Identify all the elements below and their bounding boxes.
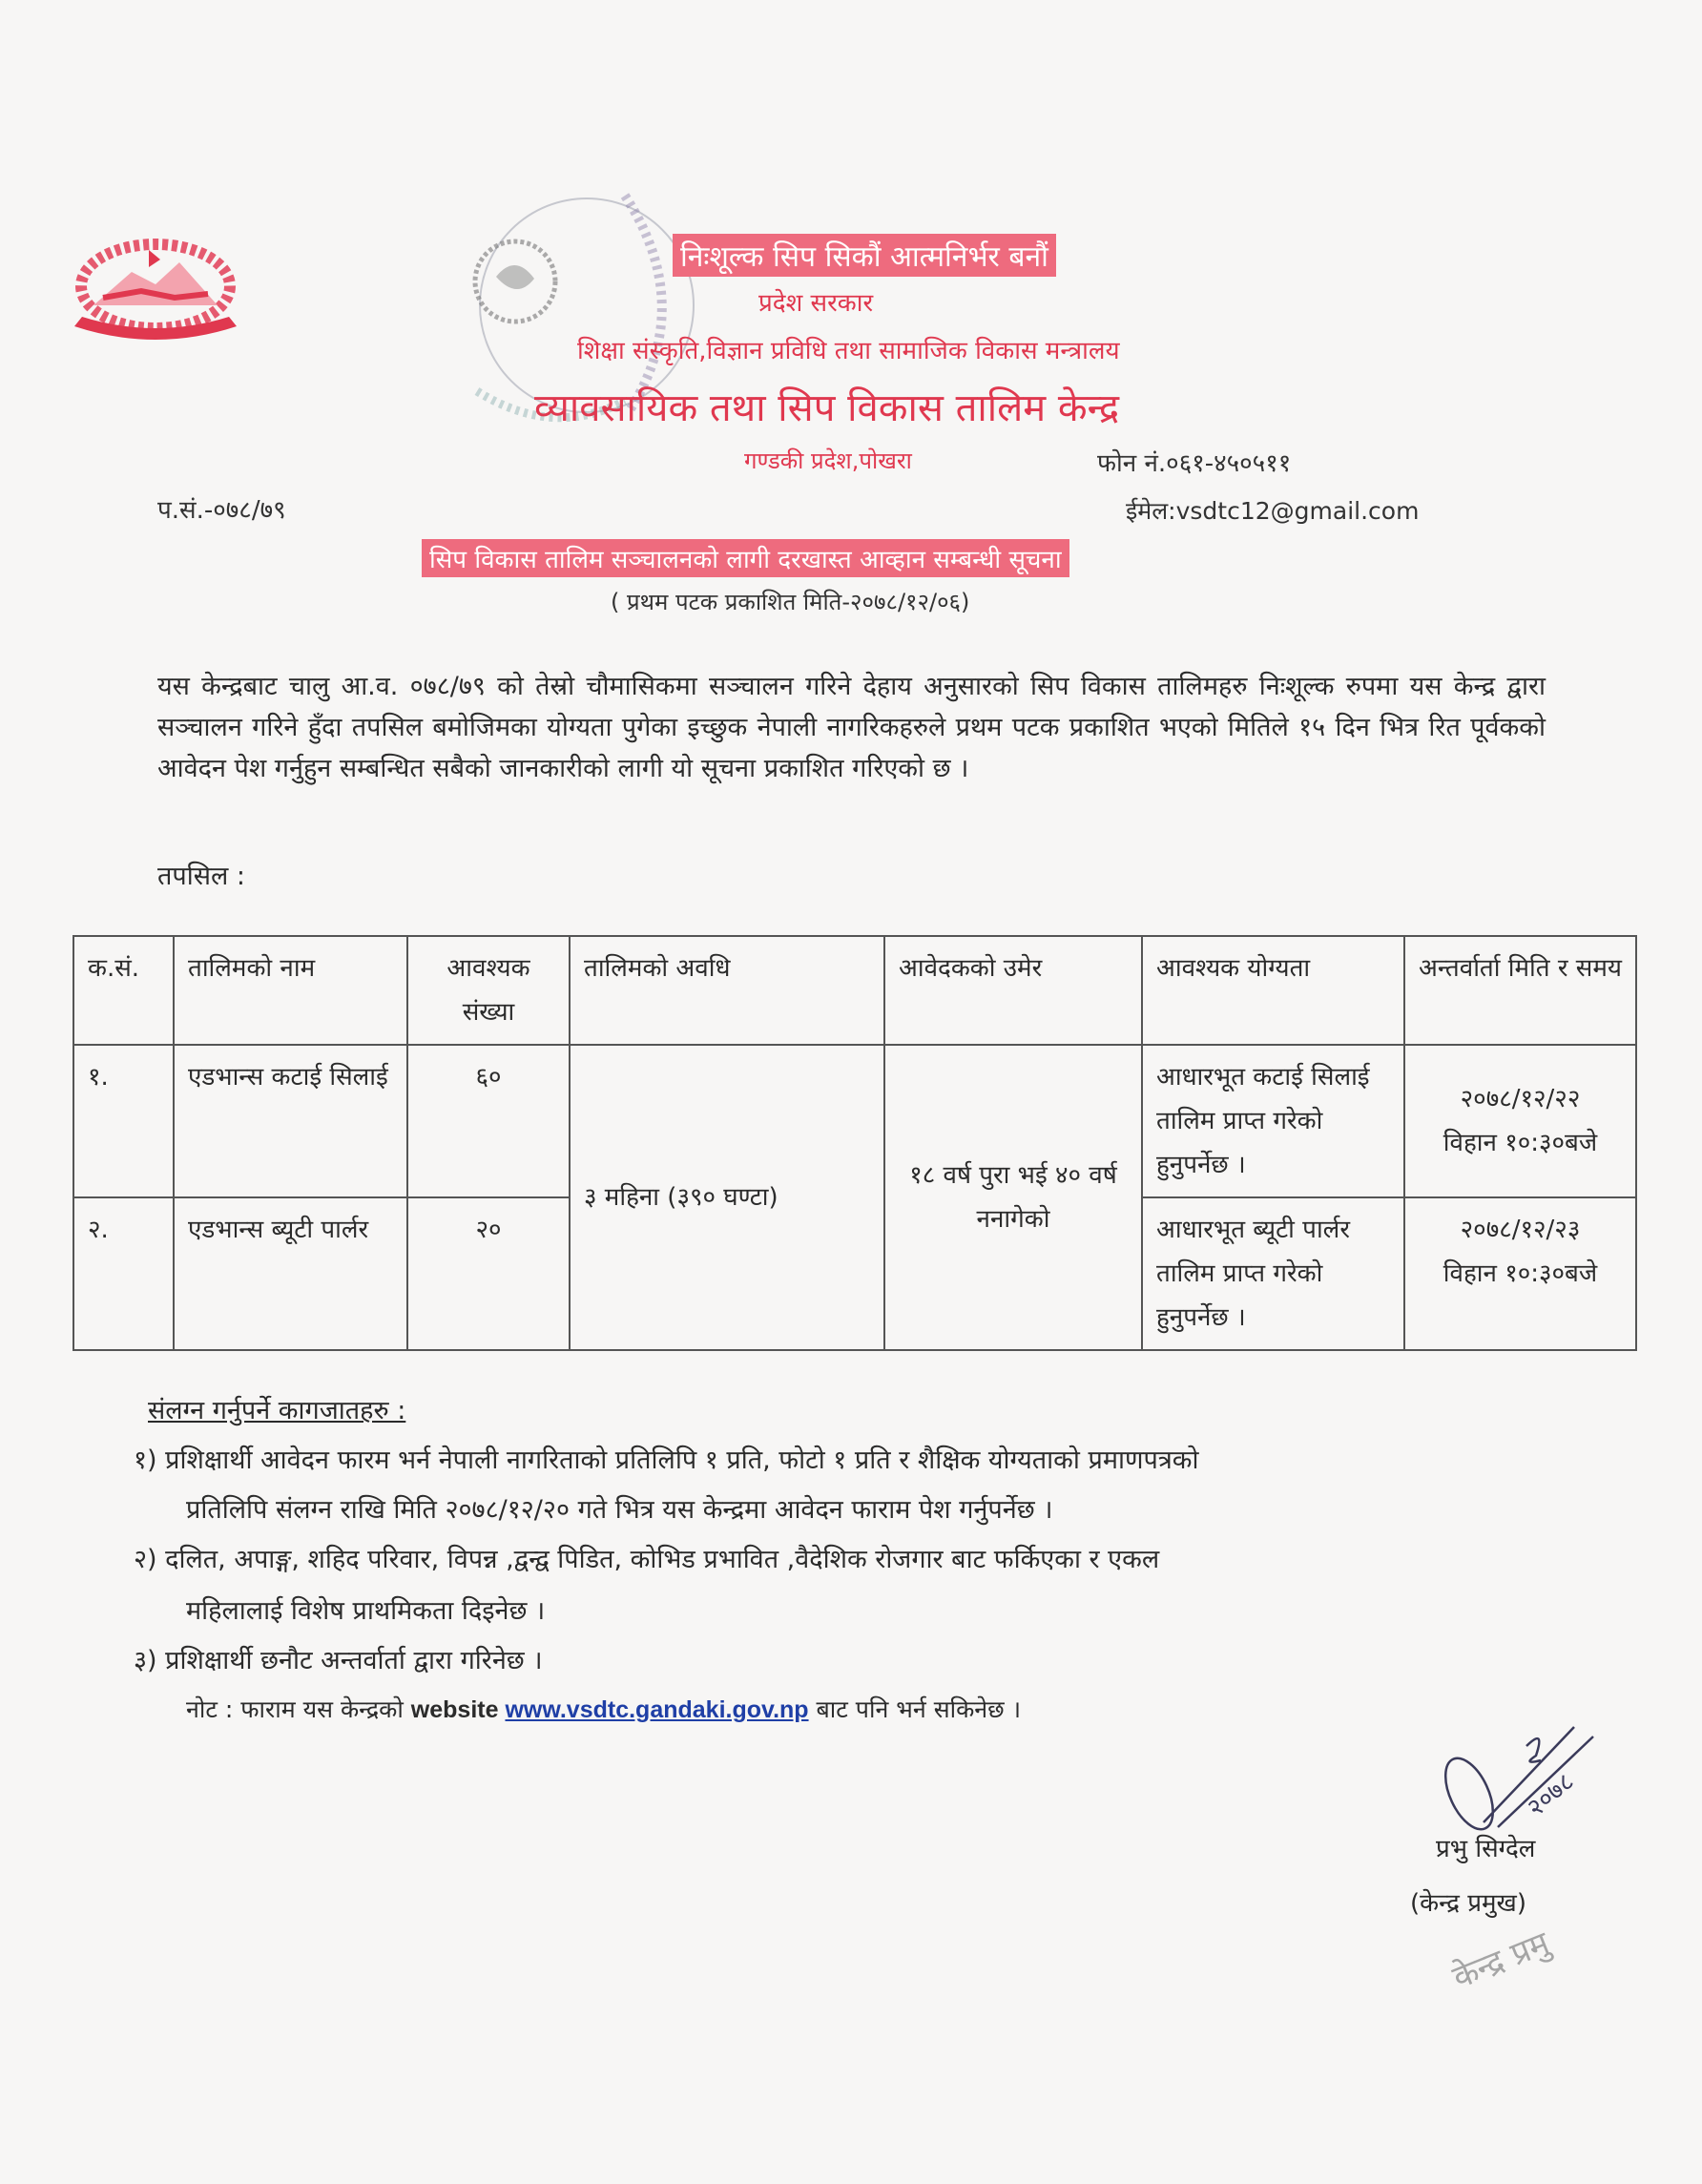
document-item-1: १) प्रशिक्षार्थी आवेदन फारम भर्न नेपाली नागरिताको प्रतिलिपि १ प्रति, फोटो १ प्रति र शैक्षिक योग्यताको प्रमाणपत्रको [134,1446,1199,1475]
header-qualification: आवश्यक योग्यता [1142,936,1404,1045]
document-item-2: २) दलित, अपाङ्ग, शहिद परिवार, विपन्न ,द्वन्द्व पिडित, कोभिड प्रभावित ,वैदेशिक रोजगार बाट फर्किएका र एकल [134,1545,1160,1574]
interview-time: विहान १०:३०बजे [1443,1259,1598,1288]
row-qualification [1142,1197,1404,1350]
row-interview [1404,1197,1636,1350]
signer-name: प्रभु सिग्देल [1436,1835,1536,1863]
row-sn: २. [73,1197,174,1350]
interview-date: २०७८/१२/२३ [1460,1216,1581,1244]
ministry-name: शिक्षा संस्कृति,विज्ञान प्रविधि तथा सामाजिक विकास मन्त्रालय [577,337,1120,365]
header-duration: तालिमको अवधि [570,936,884,1045]
header-name: तालिमको नाम [174,936,407,1045]
table-row [73,1045,1636,1197]
row-count: ६० [407,1045,570,1197]
svg-text:२०७८: २०७८ [1522,1767,1580,1823]
email-address: ईमेल:vsdtc12@gmail.com [1126,497,1420,525]
header-age: आवेदकको उमेर [884,936,1142,1045]
qualification-text: आधारभूत ब्यूटी पार्लर तालिम प्राप्त गरेको हुनुपर्नेछ । [1156,1216,1350,1332]
note-suffix: बाट पनि भर्न सकिनेछ । [808,1695,1022,1723]
row-training-name: एडभान्स कटाई सिलाई [174,1045,407,1197]
published-date: ( प्रथम पटक प्रकाशित मिति-२०७८/१२/०६) [611,589,970,615]
row-interview [1404,1045,1636,1197]
header-interview: अन्तर्वार्ता मिति र समय [1404,936,1636,1045]
row-training-name: एडभान्स ब्यूटी पार्लर [174,1197,407,1350]
interview-time: विहान १०:३०बजे [1443,1129,1598,1157]
signer-title: (केन्द्र प्रमुख) [1410,1889,1526,1918]
slogan-banner: निःशूल्क सिप सिकौं आत्मनिर्भर बनौं [673,234,1056,277]
row-sn: १. [73,1045,174,1197]
note-prefix: नोट : फाराम यस केन्द्रको [186,1695,411,1723]
document-item-3: ३) प्रशिक्षार्थी छनौट अन्तर्वार्ता द्वारा गरिनेछ । [134,1646,543,1675]
notice-body: यस केन्द्रबाट चालु आ.व. ०७८/७९ को तेस्रो चौमासिकमा सञ्चालन गरिने देहाय अनुसारको सिप विकास तालिमहरु निःशूल्क रुपमा यस केन्द्र द्वारा सञ्चालन गरिने हुँदा तपसिल बमोजिमका योग्यता पुगेका इच्छुक नेपाली नागरिकहरुले प्रथम पटक प्रकाशित भएको मितिले १५ दिन भित्र रित पूर्वकको आवेदन पेश गर्नुहुन सम्बन्धित सबैको जानकारीको लागी यो सूचना प्रकाशित गरिएको छ । [157,672,1546,783]
document-item-1-cont: प्रतिलिपि संलग्न राखि मिति २०७८/१२/२० गते भित्र यस केन्द्रमा आवेदन फाराम पेश गर्नुपर्नेछ । [186,1495,1053,1525]
header-sn: क.सं. [73,936,174,1045]
details-label: तपसिल : [157,862,245,891]
notice-title: सिप विकास तालिम सञ्चालनको लागी दरखास्त आव्हान सम्बन्धी सूचना [422,539,1069,577]
header-count: आवश्यक संख्या [407,936,570,1045]
qualification-text: आधारभूत कटाई सिलाई तालिम प्राप्त गरेको हुनुपर्नेछ । [1156,1063,1370,1179]
note-line [186,1693,1021,1725]
row-age: १८ वर्ष पुरा भई ४० वर्ष ननागेको [884,1045,1142,1350]
website-link[interactable]: www.vsdtc.gandaki.gov.np [505,1696,809,1723]
address: गण्डकी प्रदेश,पोखरा [744,447,912,474]
document-item-2-cont: महिलालाई विशेष प्राथमिकता दिइनेछ । [186,1596,546,1626]
nepal-emblem-icon [65,239,246,343]
reference-number: प.सं.-०७८/७९ [157,496,286,525]
row-duration: ३ महिना (३९० घण्टा) [570,1045,884,1350]
official-stamp: केन्द्र प्रमु [1447,1924,1555,1998]
phone-number: फोन नं.०६१-४५०५११ [1097,449,1292,478]
row-count: २० [407,1197,570,1350]
table-header-row [73,936,1636,1045]
centre-name: व्यावसायिक तथा सिप विकास तालिम केन्द्र [534,386,1120,430]
government-label: प्रदेश सरकार [758,289,874,318]
interview-date: २०७८/१२/२२ [1460,1085,1581,1113]
row-qualification [1142,1045,1404,1197]
documents-heading: संलग्न गर्नुपर्ने कागजातहरु : [148,1396,406,1425]
training-table [73,935,1637,1351]
website-label: website [410,1696,506,1723]
